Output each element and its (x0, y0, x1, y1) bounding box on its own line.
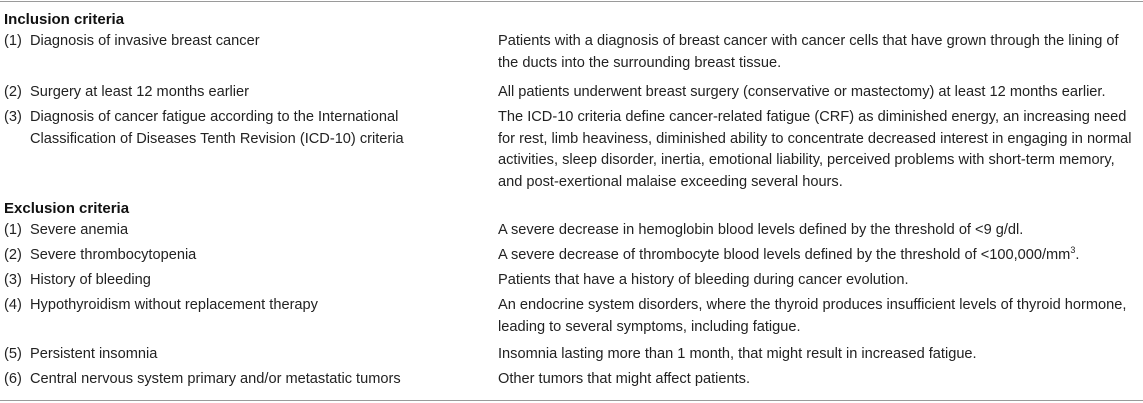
description-text: A severe decrease of thrombocyte blood levels defined by the threshold of <100,000/mm (498, 247, 1071, 263)
criterion-cell (0, 245, 498, 266)
inclusion-heading: Inclusion criteria (4, 11, 125, 28)
criterion-number: (4) (4, 297, 22, 313)
criterion-cell (0, 220, 498, 241)
criterion-cell (0, 107, 498, 196)
criterion-label: Severe thrombocytopenia (30, 247, 197, 263)
criterion-number: (1) (4, 33, 22, 49)
table-row (0, 344, 1143, 365)
criterion-number: (6) (4, 371, 22, 387)
criterion-cell (0, 270, 498, 291)
criterion-description: Patients with a diagnosis of breast cancer with cancer cells that have grown through the lining of the ducts into the surrounding breast tissue. (498, 33, 1119, 71)
criterion-description: Patients that have a history of bleeding during cancer evolution. (498, 272, 909, 288)
criterion-label: Diagnosis of invasive breast cancer (30, 33, 260, 49)
table-row (0, 270, 1143, 291)
criterion-number: (2) (4, 247, 22, 263)
criterion-label: Central nervous system primary and/or metastatic tumors (30, 371, 401, 387)
table-row (0, 31, 1143, 78)
criterion-label: Diagnosis of cancer fatigue according to the International Classification of Diseases Tenth Revision (ICD-10) criteria (30, 109, 404, 147)
criterion-description: All patients underwent breast surgery (conservative or mastectomy) at least 12 months earlier. (498, 84, 1106, 100)
criterion-description: Insomnia lasting more than 1 month, that might result in increased fatigue. (498, 346, 977, 362)
criterion-label: Severe anemia (30, 222, 129, 238)
table-row (0, 82, 1143, 103)
table-row (0, 369, 1143, 390)
table-body (0, 9, 1143, 390)
criterion-cell (0, 295, 498, 340)
description-tail: . (1075, 247, 1080, 263)
criterion-label: Persistent insomnia (30, 346, 158, 362)
criterion-cell (0, 369, 498, 390)
criterion-cell (0, 31, 498, 78)
bottom-rule (0, 400, 1143, 401)
criterion-number: (2) (4, 84, 22, 100)
criterion-cell (0, 344, 498, 365)
criterion-label: Surgery at least 12 months earlier (30, 84, 250, 100)
table-row (0, 220, 1143, 241)
criterion-label: History of bleeding (30, 272, 151, 288)
exclusion-heading: Exclusion criteria (4, 200, 130, 217)
criterion-description: The ICD-10 criteria define cancer-related fatigue (CRF) as diminished energy, an increasing need for rest, limb heaviness, diminished ability to concentrate decreased interest in engaging in normal activities, sleep disorder, inertia, emotional liability, perceived problems with short-term memory, and post-exertional malaise exceeding several hours. (498, 109, 1132, 190)
criterion-number: (3) (4, 272, 22, 288)
criterion-number: (5) (4, 346, 22, 362)
criterion-description: A severe decrease in hemoglobin blood levels defined by the threshold of <9 g/dl. (498, 222, 1024, 238)
criterion-description: An endocrine system disorders, where the thyroid produces insufficient levels of thyroid hormone, leading to several symptoms, including fatigue. (498, 297, 1127, 335)
table-row (0, 295, 1143, 340)
criterion-description: Other tumors that might affect patients. (498, 371, 750, 387)
criterion-description (498, 245, 1143, 266)
criterion-number: (1) (4, 222, 22, 238)
table-row (0, 245, 1143, 266)
top-rule (0, 1, 1143, 2)
criterion-number: (3) (4, 109, 22, 125)
superscript: 3 (1070, 245, 1076, 255)
criterion-cell (0, 82, 498, 103)
criterion-label: Hypothyroidism without replacement therapy (30, 297, 318, 313)
table-row (0, 107, 1143, 196)
